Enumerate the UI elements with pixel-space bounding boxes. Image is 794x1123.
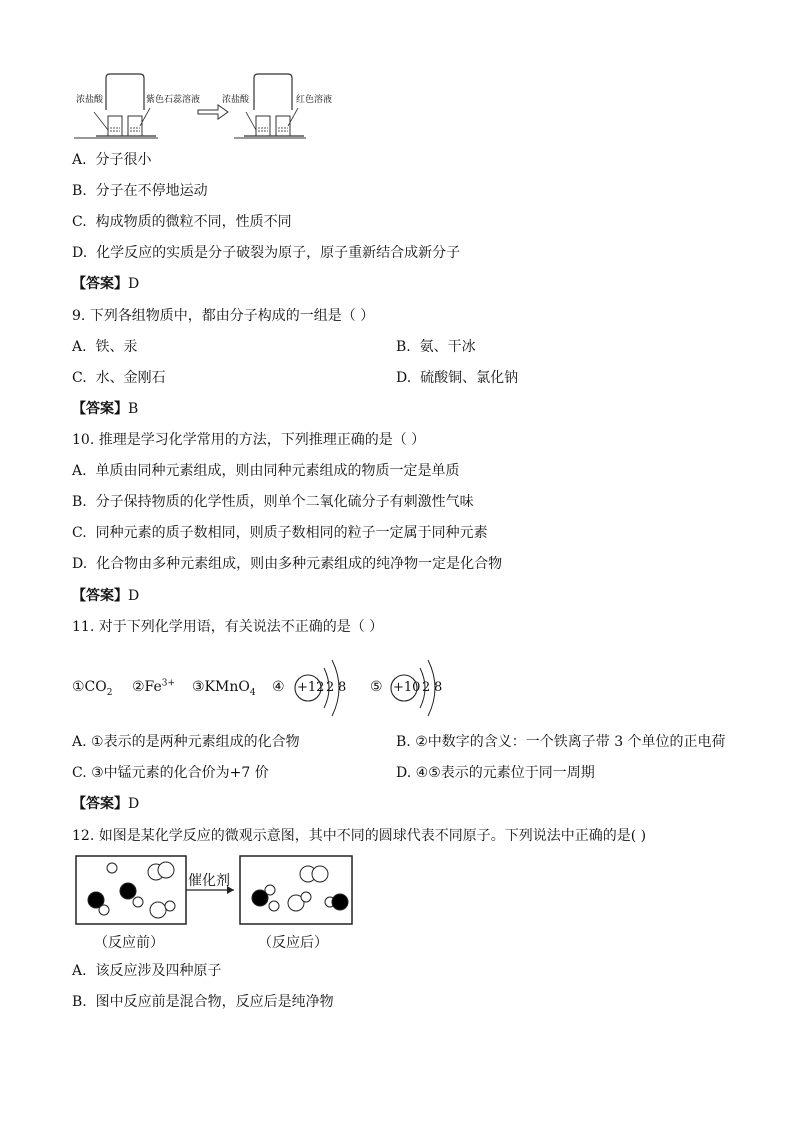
q11-option-a <box>72 733 300 751</box>
formula-text: ①CO <box>72 679 107 695</box>
label-conc-hcl-left: 浓盐酸 <box>76 95 104 105</box>
q8-option-a <box>72 151 151 169</box>
white-atom <box>312 866 328 882</box>
option-letter: B. <box>72 994 87 1010</box>
q11-option-c <box>72 764 269 782</box>
experiment-figure <box>70 72 370 142</box>
q10-stem: 10. 推理是学习化学常用的方法，下列推理正确的是（ ） <box>72 432 426 448</box>
answer-label: 【答案】 <box>72 796 128 812</box>
option-text: ④⑤表示的元素位于同一周期 <box>415 765 595 781</box>
q11-item-kmno4 <box>192 678 256 696</box>
q8-option-d <box>72 244 460 262</box>
white-atom-small <box>269 901 279 911</box>
answer-label: 【答案】 <box>72 588 128 604</box>
formula-subscript: 2 <box>106 687 113 698</box>
q11-item-fe3 <box>132 678 175 696</box>
option-letter: A. <box>72 963 87 979</box>
white-atom-small <box>133 897 143 907</box>
catalyst-label: 催化剂 <box>188 873 230 889</box>
electron-count-shell-2: 8 <box>338 680 347 695</box>
q8-answer <box>72 275 139 293</box>
option-text: ①表示的是两种元素组成的化合物 <box>91 734 300 750</box>
q11-stem: 11. 对于下列化学用语，有关说法不正确的是（ ） <box>72 619 384 635</box>
option-letter: B. <box>396 734 411 750</box>
answer-value: D <box>128 588 140 604</box>
white-atom-small <box>99 905 109 915</box>
answer-value: B <box>128 401 139 417</box>
q12-option-a <box>72 962 221 980</box>
black-atom <box>120 883 136 899</box>
option-letter: C. <box>72 765 87 781</box>
option-text: 铁、汞 <box>95 339 138 355</box>
answer-value: D <box>128 276 140 292</box>
option-text: 该反应涉及四种原子 <box>95 963 222 979</box>
option-letter: C. <box>72 214 87 230</box>
option-text: 氨、干冰 <box>419 339 476 355</box>
item-label: ④ <box>272 679 285 695</box>
electron-count-shell-2: 8 <box>434 680 443 695</box>
option-letter: D. <box>396 370 412 386</box>
option-text: 图中反应前是混合物，反应后是纯净物 <box>95 994 334 1010</box>
white-atom-small <box>165 901 175 911</box>
white-atom-small <box>301 892 311 902</box>
answer-value: D <box>128 796 140 812</box>
option-letter: B. <box>72 183 87 199</box>
q9-option-c <box>72 369 166 387</box>
white-atom-small <box>107 863 117 873</box>
reaction-diagram <box>74 854 374 954</box>
before-label: （反应前） <box>94 935 164 951</box>
answer-label: 【答案】 <box>72 401 128 417</box>
formula-text: ②Fe <box>132 679 162 695</box>
reaction-micro-diagram <box>74 854 374 934</box>
option-letter: A. <box>72 339 87 355</box>
option-letter: A. <box>72 734 87 750</box>
formula-superscript: 3+ <box>161 678 176 689</box>
option-letter: C. <box>72 525 87 541</box>
q9-answer <box>72 400 138 418</box>
option-letter: D. <box>72 556 88 572</box>
option-letter: D. <box>396 765 412 781</box>
black-atom <box>332 894 348 910</box>
q10-option-d <box>72 555 502 573</box>
option-text: 水、金刚石 <box>95 370 166 386</box>
option-letter: B. <box>72 494 87 510</box>
q12-stem: 12. 如图是某化学反应的微观示意图，其中不同的圆球代表不同原子。下列说法中正确的是( ) <box>72 828 647 844</box>
after-box <box>240 856 352 924</box>
atom-structure-4 <box>272 650 352 725</box>
answer-label: 【答案】 <box>72 276 128 292</box>
electron-count-shell-1: 2 <box>326 680 335 695</box>
option-letter: A. <box>72 152 87 168</box>
label-red-solution: 红色溶液 <box>296 95 333 105</box>
white-atom <box>158 862 174 878</box>
option-letter: A. <box>72 463 87 479</box>
q10-answer <box>72 587 139 605</box>
q8-option-b <box>72 182 208 200</box>
option-text: 分子保持物质的化学性质，则单个二氧化硫分子有刺激性气味 <box>95 494 474 510</box>
atom-structure-5 <box>368 650 448 725</box>
option-text: 分子很小 <box>95 152 152 168</box>
q11-option-d <box>396 764 595 782</box>
option-letter: B. <box>396 339 411 355</box>
option-text: ②中数字的含义：一个铁离子带 3 个单位的正电荷 <box>415 734 726 750</box>
after-label: （反应后） <box>258 935 328 951</box>
formula-subscript: 4 <box>249 687 256 698</box>
white-atom-small <box>265 885 275 895</box>
option-letter: D. <box>72 245 88 261</box>
q10-option-b <box>72 493 474 511</box>
option-text: 硫酸铜、氯化钠 <box>420 370 519 386</box>
option-text: 化学反应的实质是分子破裂为原子，原子重新结合成新分子 <box>96 245 461 261</box>
q12-option-b <box>72 993 334 1011</box>
q8-option-c <box>72 213 292 231</box>
q9-option-a <box>72 338 137 356</box>
option-text: 构成物质的微粒不同，性质不同 <box>95 214 292 230</box>
option-text: 同种元素的质子数相同，则质子数相同的粒子一定属于同种元素 <box>95 525 488 541</box>
option-letter: C. <box>72 370 87 386</box>
q9-stem: 9. 下列各组物质中，都由分子构成的一组是（ ） <box>72 308 375 324</box>
nucleus-charge: +12 <box>297 680 325 695</box>
beaker-bell-jar-diagram <box>70 72 370 142</box>
formula-text: ③KMnO <box>192 679 250 695</box>
option-text: 单质由同种元素组成，则由同种元素组成的物质一定是单质 <box>95 463 460 479</box>
item-label: ⑤ <box>370 679 383 695</box>
electron-count-shell-1: 2 <box>422 680 431 695</box>
q11-option-b <box>396 733 726 751</box>
option-text: 分子在不停地运动 <box>95 183 208 199</box>
white-atom <box>150 902 166 918</box>
q11-answer <box>72 795 139 813</box>
option-text: ③中锰元素的化合价为+7 价 <box>91 765 269 781</box>
q11-item-co2 <box>72 678 112 696</box>
q10-option-a <box>72 462 459 480</box>
label-litmus: 紫色石蕊溶液 <box>146 95 201 105</box>
label-conc-hcl-right: 浓盐酸 <box>222 95 250 105</box>
q9-option-b <box>396 338 476 356</box>
option-text: 化合物由多种元素组成，则由多种元素组成的纯净物一定是化合物 <box>96 556 503 572</box>
q10-option-c <box>72 524 488 542</box>
q9-option-d <box>396 369 518 387</box>
nucleus-charge: +10 <box>393 680 421 695</box>
